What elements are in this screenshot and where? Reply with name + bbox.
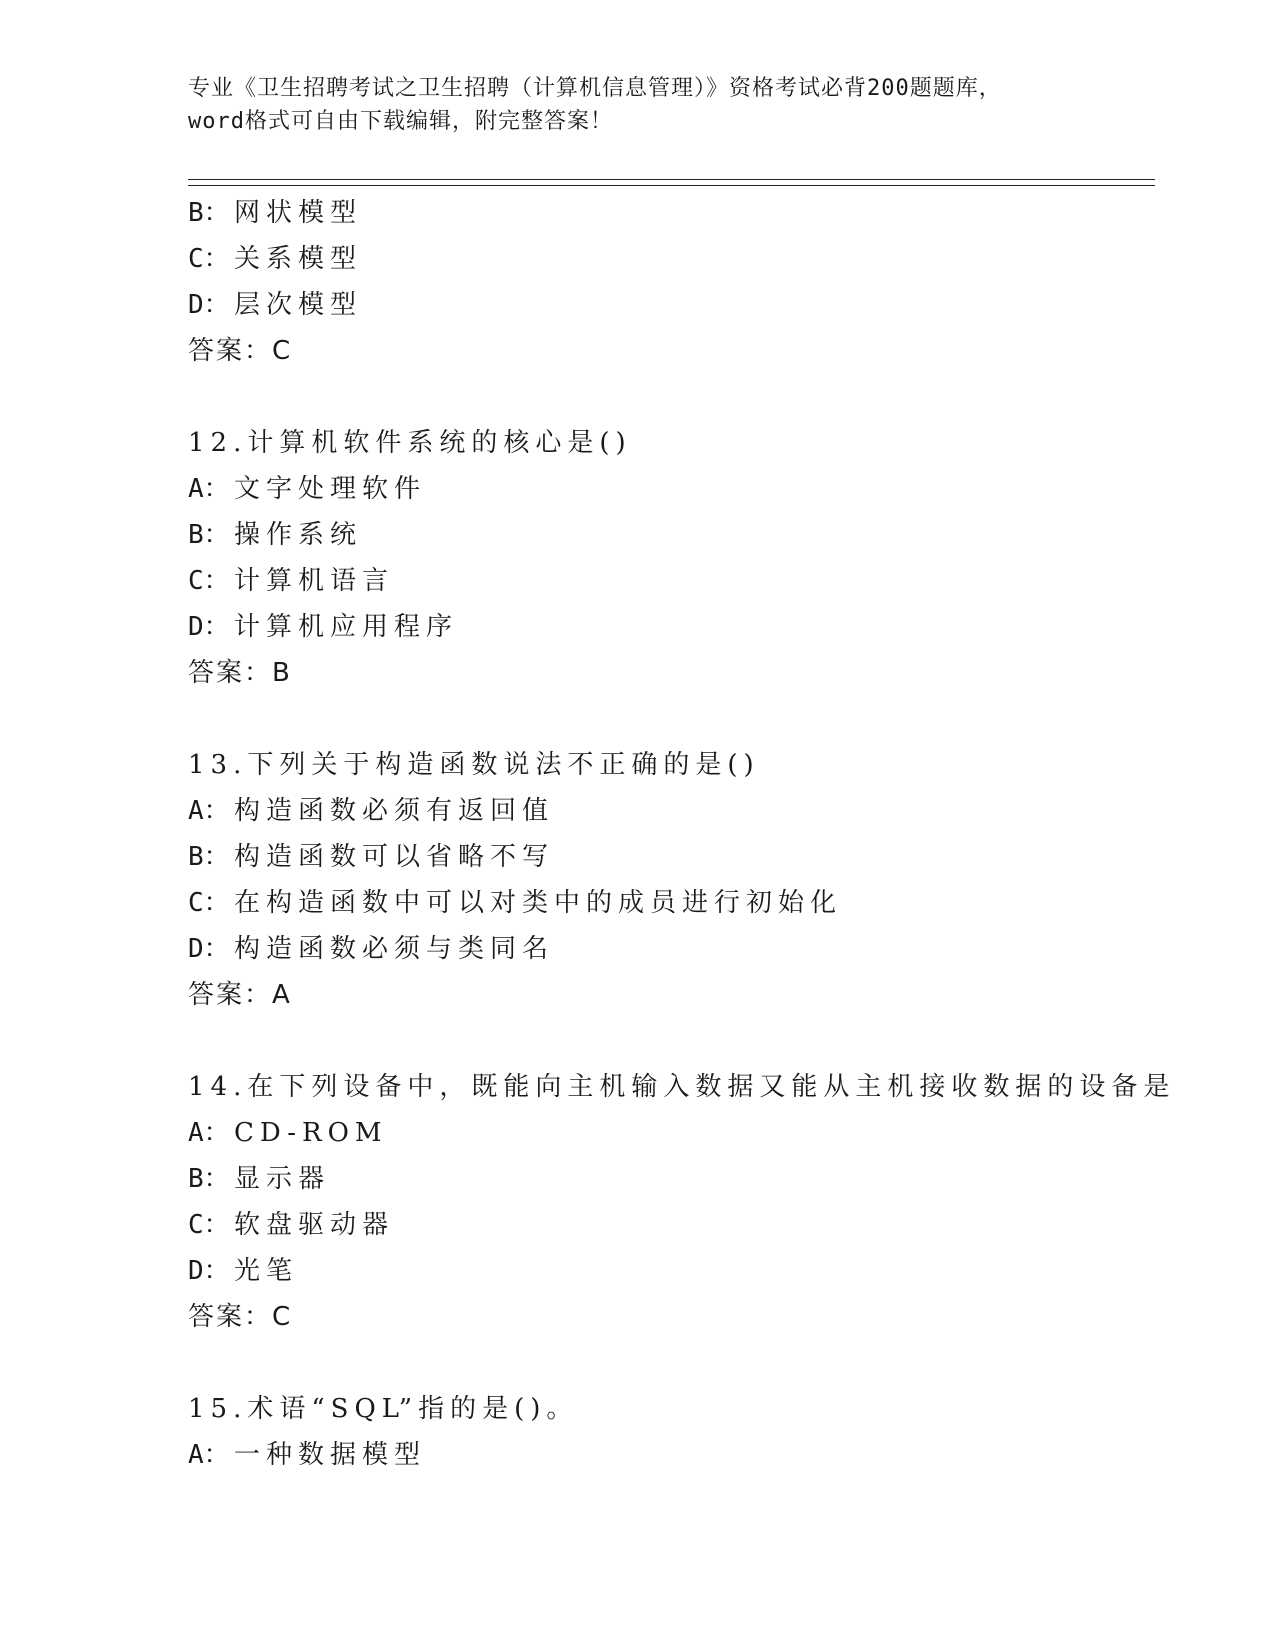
option-d: D： 构造函数必须与类同名 [188, 934, 555, 964]
option-b: B： 操作系统 [188, 520, 363, 550]
option-c: C： 计算机语言 [188, 566, 395, 596]
option-c: C： 关系模型 [188, 244, 363, 274]
document-header [188, 72, 1088, 138]
header-line-2: word格式可自由下载编辑，附完整答案！ [188, 109, 613, 134]
option-b: B： 网状模型 [188, 198, 363, 228]
header-divider-bottom [188, 185, 1155, 186]
option-a: A： 构造函数必须有返回值 [188, 796, 555, 826]
question-11-tail [188, 190, 1148, 374]
question-text: 12.计算机软件系统的核心是() [188, 428, 632, 458]
option-b: B： 显示器 [188, 1164, 331, 1194]
option-d: D： 光笔 [188, 1256, 299, 1286]
answer: 答案：A [188, 980, 292, 1010]
header-line-1: 专业《卫生招聘考试之卫生招聘（计算机信息管理）》资格考试必背200题题库， [188, 76, 1002, 101]
option-c: C： 软盘驱动器 [188, 1210, 395, 1240]
question-text: 13.下列关于构造函数说法不正确的是() [188, 750, 760, 780]
option-d: D： 计算机应用程序 [188, 612, 459, 642]
question-13 [188, 742, 1148, 1018]
option-a: A： 文字处理软件 [188, 474, 427, 504]
answer: 答案：C [188, 336, 293, 366]
answer: 答案：C [188, 1302, 293, 1332]
question-15 [188, 1386, 1148, 1478]
answer: 答案：B [188, 658, 292, 688]
question-list [188, 190, 1176, 1478]
option-a: A： CD-ROM [188, 1118, 388, 1148]
question-14 [188, 1064, 1176, 1340]
option-b: B： 构造函数可以省略不写 [188, 842, 555, 872]
option-c: C： 在构造函数中可以对类中的成员进行初始化 [188, 888, 843, 918]
question-text: 14.在下列设备中，既能向主机输入数据又能从主机接收数据的设备是 [188, 1072, 1176, 1102]
option-a: A： 一种数据模型 [188, 1440, 427, 1470]
question-text: 15.术语“SQL”指的是()。 [188, 1394, 579, 1424]
option-d: D： 层次模型 [188, 290, 363, 320]
question-12 [188, 420, 1148, 696]
header-divider-top [188, 179, 1155, 180]
